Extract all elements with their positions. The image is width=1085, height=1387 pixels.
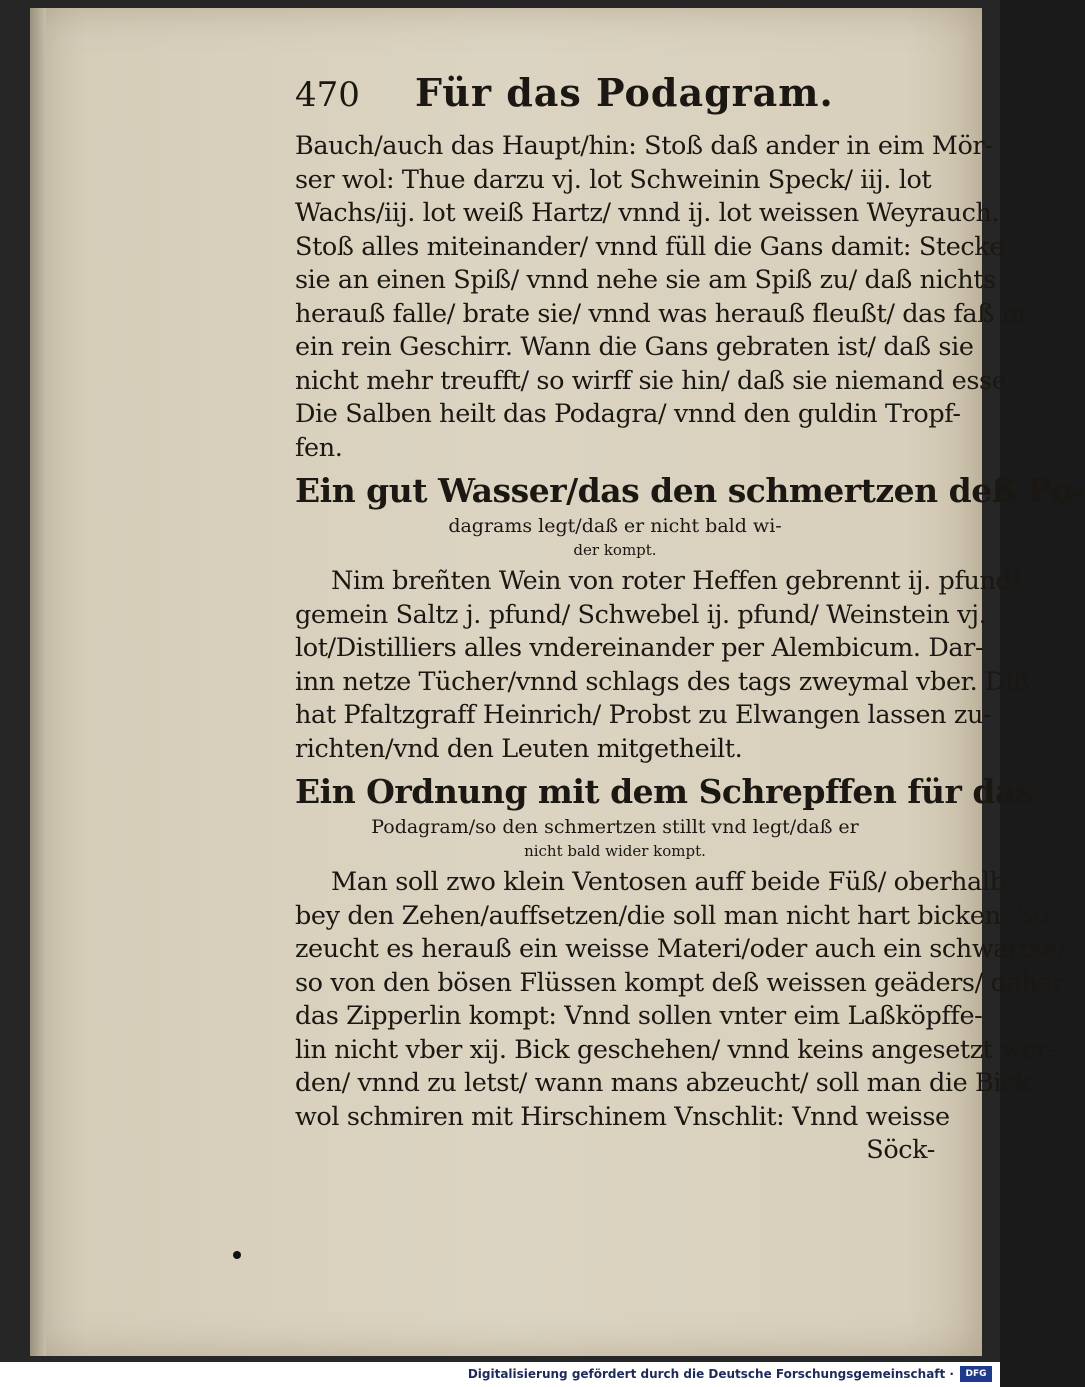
text-line: herauß falle/ brate sie/ vnnd was herauß fleußt/ das faß in [295,298,1026,329]
ink-dot [233,1251,241,1259]
text-line: Man soll zwo klein Ventosen auff beide Füß/ oberhalb [331,867,1006,897]
text-line: hat Pfaltzgraff Heinrich/ Probst zu Elwangen lassen zu- [295,700,992,730]
text-line: das Zipperlin kompt: Vnnd sollen vnter eim Laßköpffe- [295,1001,983,1031]
section-heading-line: Podagram/so den schmertzen stillt vnd legt/daß er [371,816,859,838]
paragraph-cupping [295,866,1066,1168]
text-line: Die Salben heilt das Podagra/ vnnd den guldin Tropf- [295,399,961,429]
paragraph-water [295,565,1030,766]
text-line: Bauch/auch das Haupt/hin: Stoß daß ander in eim Mör- [295,131,993,161]
section-heading-line: Ein gut Wasser/das den schmertzen deß Po- [295,471,1085,510]
text-line: Wachs/iij. lot weiß Hartz/ vnnd ij. lot weissen Weyrauch. [295,198,1000,228]
text-line: den/ vnnd zu letst/ wann mans abzeucht/ soll man die Bick [295,1068,1031,1098]
text-line: zeucht es herauß ein weisse Materi/oder auch ein schwartze/ [295,934,1066,964]
section-heading-water [295,469,1085,561]
section-heading-line: nicht bald wider kompt. [524,842,706,860]
funding-note: Digitalisierung gefördert durch die Deutsche Forschungsgemeinschaft · [467,1367,954,1381]
section-heading-cupping [295,770,1034,862]
paragraph-salve [295,130,1026,465]
page-gutter [30,8,46,1356]
text-line: gemein Saltz j. pfund/ Schwebel ij. pfund/ Weinstein vj. [295,599,987,630]
catchword: Söck- [866,1135,935,1165]
text-line: richten/vnd den Leuten mitgetheilt. [295,733,743,764]
text-line: sie an einen Spiß/ vnnd nehe sie am Spiß zu/ daß nichts [295,265,996,295]
text-block [295,70,1085,1168]
text-line: Stoß alles miteinander/ vnnd füll die Gans damit: Stecke [295,231,1005,262]
dfg-logo: DFG [960,1366,992,1382]
text-line: wol schmiren mit Hirschinem Vnschlit: Vnnd weisse [295,1101,950,1132]
text-line: fen. [295,432,343,463]
running-title: Für das Podagram. [415,70,834,115]
section-heading-line: dagrams legt/daß er nicht bald wi- [448,515,782,537]
text-line: Nim breñten Wein von roter Heffen gebrennt ij. pfund/ [331,566,1020,596]
text-line: ein rein Geschirr. Wann die Gans gebraten ist/ daß sie [295,332,974,362]
text-line: nicht mehr treufft/ so wirff sie hin/ daß sie niemand esse. [295,365,1015,396]
text-line: lin nicht vber xij. Bick geschehen/ vnnd keins angesetzt wer- [295,1034,1057,1065]
running-head [295,70,935,130]
page-number: 470 [295,75,360,115]
section-heading-line: der kompt. [573,541,657,559]
text-line: bey den Zehen/auffsetzen/die soll man nicht hart bicken: So [295,900,1049,931]
text-line: inn netze Tücher/vnnd schlags des tags zweymal vber. Diß [295,666,1030,697]
text-line: ser wol: Thue darzu vj. lot Schweinin Speck/ iij. lot [295,164,932,195]
text-line: lot/Distilliers alles vndereinander per Alembicum. Dar- [295,633,984,663]
footer-bar [0,1362,1000,1387]
text-line: so von den bösen Flüssen kompt deß weissen geäders/ daher [295,967,1064,998]
section-heading-line: Ein Ordnung mit dem Schrepffen für das [295,772,1034,811]
